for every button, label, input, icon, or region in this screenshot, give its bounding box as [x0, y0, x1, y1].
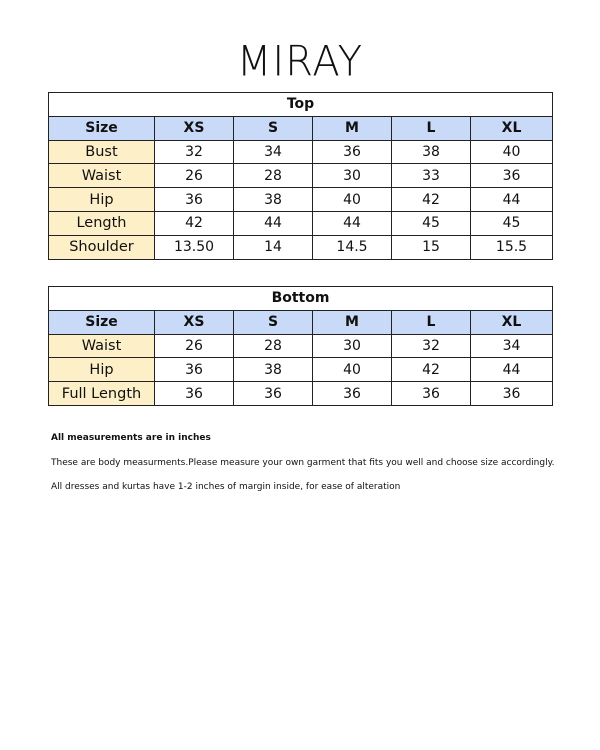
row-label: Full Length — [49, 382, 155, 406]
table-cell: 28 — [234, 334, 313, 358]
header-cell: XL — [471, 116, 553, 140]
table-cell: 40 — [471, 140, 553, 164]
table-cell: 40 — [313, 188, 392, 212]
table-cell: 42 — [155, 211, 234, 235]
row-label: Hip — [49, 188, 155, 212]
header-cell: M — [313, 310, 392, 334]
table-row — [49, 164, 553, 188]
table-cell: 36 — [471, 164, 553, 188]
size-header-row — [49, 310, 553, 334]
header-cell: L — [392, 310, 471, 334]
table-row — [49, 235, 553, 259]
table-cell: 36 — [313, 382, 392, 406]
table-cell: 44 — [234, 211, 313, 235]
table-cell: 40 — [313, 358, 392, 382]
top-size-table — [48, 92, 553, 260]
row-label: Bust — [49, 140, 155, 164]
table-cell: 38 — [234, 358, 313, 382]
row-label: Shoulder — [49, 235, 155, 259]
guidance-note: These are body measurments.Please measure your own garment that fits you well and choose size accordingly. — [51, 458, 555, 468]
table-cell: 26 — [155, 334, 234, 358]
table-cell: 26 — [155, 164, 234, 188]
table-cell: 38 — [234, 188, 313, 212]
table-row — [49, 211, 553, 235]
table-cell: 13.50 — [155, 235, 234, 259]
table-cell: 14.5 — [313, 235, 392, 259]
table-cell: 36 — [392, 382, 471, 406]
units-note: All measurements are in inches — [51, 433, 211, 443]
table-cell: 33 — [392, 164, 471, 188]
table-cell: 34 — [234, 140, 313, 164]
header-cell: XS — [155, 310, 234, 334]
header-cell: Size — [49, 116, 155, 140]
row-label: Waist — [49, 164, 155, 188]
table-caption: Top — [49, 93, 553, 117]
table-cell: 42 — [392, 358, 471, 382]
table-cell: 30 — [313, 334, 392, 358]
margin-note: All dresses and kurtas have 1-2 inches of margin inside, for ease of alteration — [51, 482, 401, 492]
table-row — [49, 334, 553, 358]
bottom-size-table — [48, 286, 553, 406]
table-row — [49, 358, 553, 382]
table-cell: 28 — [234, 164, 313, 188]
brand-logo: MIRAY — [236, 37, 364, 87]
table-cell: 44 — [471, 358, 553, 382]
header-cell: M — [313, 116, 392, 140]
table-caption: Bottom — [49, 287, 553, 311]
table-cell: 36 — [313, 140, 392, 164]
table-cell: 15.5 — [471, 235, 553, 259]
row-label: Hip — [49, 358, 155, 382]
table-cell: 45 — [392, 211, 471, 235]
header-cell: XS — [155, 116, 234, 140]
row-label: Length — [49, 211, 155, 235]
table-cell: 36 — [155, 382, 234, 406]
row-label: Waist — [49, 334, 155, 358]
table-cell: 32 — [155, 140, 234, 164]
table-cell: 32 — [392, 334, 471, 358]
header-cell: Size — [49, 310, 155, 334]
table-cell: 38 — [392, 140, 471, 164]
table-cell: 44 — [471, 188, 553, 212]
table-cell: 36 — [155, 188, 234, 212]
table-row — [49, 188, 553, 212]
size-header-row — [49, 116, 553, 140]
header-cell: L — [392, 116, 471, 140]
header-cell: S — [234, 116, 313, 140]
table-cell: 45 — [471, 211, 553, 235]
table-cell: 42 — [392, 188, 471, 212]
table-cell: 44 — [313, 211, 392, 235]
table-cell: 34 — [471, 334, 553, 358]
table-row — [49, 140, 553, 164]
table-cell: 36 — [234, 382, 313, 406]
table-cell: 14 — [234, 235, 313, 259]
table-cell: 36 — [471, 382, 553, 406]
table-cell: 36 — [155, 358, 234, 382]
header-cell: S — [234, 310, 313, 334]
table-cell: 15 — [392, 235, 471, 259]
table-cell: 30 — [313, 164, 392, 188]
header-cell: XL — [471, 310, 553, 334]
table-row — [49, 382, 553, 406]
